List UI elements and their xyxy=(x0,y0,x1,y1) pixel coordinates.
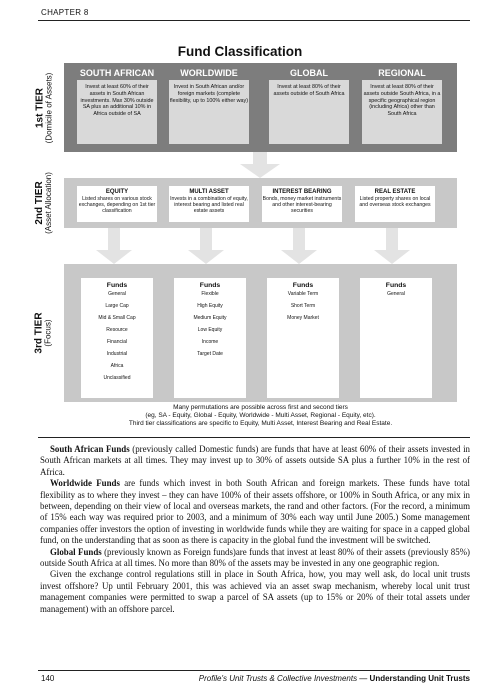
chapter-label: CHAPTER 8 xyxy=(41,8,89,17)
tier3-label xyxy=(27,264,61,402)
tier2-header-real-estate: REAL ESTATE xyxy=(374,189,416,195)
paragraph xyxy=(40,569,470,615)
tier3-box-real-estate xyxy=(360,278,432,398)
tier3-box-equity xyxy=(81,278,153,398)
fund-item: Industrial xyxy=(106,351,128,357)
paragraph-text: are funds which invest in both South African and foreign markets. These funds have total flexibility as to where they invest – they can have 100% of their assets offshore, or 100% in South Africa, or any mix in between, depending on their view of local and overseas markets, the rand and other factors. (For the record, a minimum of 15% each way was required prior to 2003, and a minimum of 30% each way until June 2005.) Some management companies offer investors the option of investing in worldwide funds while they are waiting for space in a capped global fund, on the understanding that as soon as there is capacity in the global fund the investment will be switched. xyxy=(40,478,470,546)
book-title: Profile's Unit Trusts & Collective Investments — xyxy=(198,674,368,683)
tier2-box-interest-bearing xyxy=(262,186,342,222)
connector-stem-multi-asset xyxy=(200,228,212,252)
page-number: 140 xyxy=(41,674,55,683)
paragraph xyxy=(40,444,470,478)
tier2-header-interest-bearing: INTEREST BEARING xyxy=(272,189,332,195)
figure-note xyxy=(64,404,457,428)
note-line: (eg, SA - Equity, Global - Equity, Worldwide - Multi Asset, Regional - Equity, etc). xyxy=(145,412,376,419)
fund-item: General xyxy=(108,291,126,297)
tier3-sub: (Focus) xyxy=(44,319,53,347)
fund-item: Financial xyxy=(106,339,127,345)
figure-title: Fund Classification xyxy=(177,44,303,59)
fund-item: Medium Equity xyxy=(193,315,227,321)
tier2-band xyxy=(64,178,457,228)
tier2-text-interest-bearing: Bonds, money market instruments and other interest-bearing securities xyxy=(262,196,342,214)
paragraph-lead: Global Funds xyxy=(50,546,102,557)
tier1-header-south-african: SOUTH AFRICAN xyxy=(79,68,155,78)
paragraph-lead: South African Funds xyxy=(50,444,130,454)
fund-item: Flexible xyxy=(201,291,219,297)
tier3-header: Funds xyxy=(385,282,407,289)
fund-item: Low Equity xyxy=(197,327,223,333)
note-line: Many permutations are possible across first and second tiers xyxy=(173,404,348,411)
fund-item: High Equity xyxy=(197,303,223,309)
tier3-header: Funds xyxy=(106,282,128,289)
tier2-header-equity: EQUITY xyxy=(105,189,129,195)
tier2-text-real-estate: Listed property shares on local and overseas stock exchanges xyxy=(359,196,431,208)
paragraph xyxy=(40,547,470,570)
tier2-sub: (Asset Allocation) xyxy=(44,172,53,234)
tier1-box-regional: Invest at least 80% of their assets outside South Africa, in a specific geographical region (including Africa) other than South Africa xyxy=(362,80,442,144)
tier1-title: 1st TIER xyxy=(34,87,45,128)
paragraph-text: (previously called Domestic funds) are funds that have at least 60% of their assets invested in South African markets at all times. They may invest up to 30% of assets outside SA plus a further 10% in the rest of Africa. xyxy=(40,444,470,477)
fund-item: General xyxy=(387,291,405,297)
fund-item: Target Date xyxy=(197,351,223,357)
tier1-box-south-african: Invest at least 60% of their assets in South African investments. Max 30% outside SA plus an additional 10% in Africa outside of SA xyxy=(77,80,157,144)
fund-item: Mid & Small Cap xyxy=(98,315,136,321)
tier1-box-worldwide: Invest in South African and/or foreign markets (complete flexibility, up to 100% either way) xyxy=(169,80,249,144)
fund-item: Money Market xyxy=(287,315,319,321)
tier2-box-equity xyxy=(77,186,157,222)
tier3-title: 3rd TIER xyxy=(34,312,45,354)
running-footer xyxy=(199,674,470,683)
tier1-header-worldwide: WORLDWIDE xyxy=(180,68,238,78)
body-text xyxy=(40,444,470,615)
fund-item: Large Cap xyxy=(105,303,129,309)
tier2-label xyxy=(27,172,61,234)
tier1-sub: (Domicile of Assets) xyxy=(44,72,53,143)
section-title: Understanding Unit Trusts xyxy=(369,674,470,683)
tier3-box-multi-asset xyxy=(174,278,246,398)
tier1-header-regional: REGIONAL xyxy=(378,68,426,78)
tier2-title: 2nd TIER xyxy=(34,181,45,225)
connector-stem-real-estate xyxy=(386,228,398,252)
fund-item: Short Term xyxy=(290,303,316,309)
tier2-box-multi-asset xyxy=(169,186,249,222)
fund-item: Resource xyxy=(106,327,128,333)
paragraph xyxy=(40,478,470,546)
tier1-label xyxy=(27,63,61,152)
tier3-band xyxy=(64,264,457,402)
fund-item: Variable Term xyxy=(287,291,319,297)
footer-rule xyxy=(38,670,470,671)
fund-item: Africa xyxy=(110,363,124,369)
tier3-header: Funds xyxy=(199,282,221,289)
tier3-header: Funds xyxy=(292,282,314,289)
tier1-header-global: GLOBAL xyxy=(290,68,328,78)
tier2-header-multi-asset: MULTI ASSET xyxy=(189,189,229,195)
tier1-band xyxy=(64,63,457,152)
tier2-text-equity: Listed shares on various stock exchanges, depending on 1st tier classification xyxy=(78,196,156,214)
tier3-box-interest-bearing xyxy=(267,278,339,398)
fund-item: Unclassified xyxy=(103,375,131,381)
fund-item: Income xyxy=(201,339,219,345)
connector-stem-equity xyxy=(108,228,120,252)
paragraph-text: (previously known as Foreign funds)are funds that invest at least 80% of their assets (previously 85%) outside South Africa at all times. No more than 80% of the assets may be invested in any one geographic region. xyxy=(40,546,470,569)
note-line: Third tier classifications are specific to Equity, Multi Asset, Interest Bearing and Real Estate. xyxy=(128,420,393,427)
connector-stem-interest-bearing xyxy=(293,228,305,252)
figure-bottom-rule xyxy=(38,437,470,438)
tier2-text-multi-asset: Invests in a combination of equity, interest bearing and listed real estate assets xyxy=(170,196,248,214)
tier2-box-real-estate xyxy=(355,186,435,222)
top-rule xyxy=(38,20,470,21)
paragraph-lead: Worldwide Funds xyxy=(50,478,120,489)
paragraph-text: Given the exchange control regulations still in place in South Africa, how, you may well ask, do local unit trusts invest offshore? Up until February 2001, this was achieved via an asset swap mechanism, whereby local unit trust management companies were permitted to swap a parcel of SA assets (up to 15% or 20% of their total assets under management) with an offshore parcel. xyxy=(40,569,470,614)
tier1-box-global: Invest at least 80% of their assets outside of South Africa xyxy=(269,80,349,144)
